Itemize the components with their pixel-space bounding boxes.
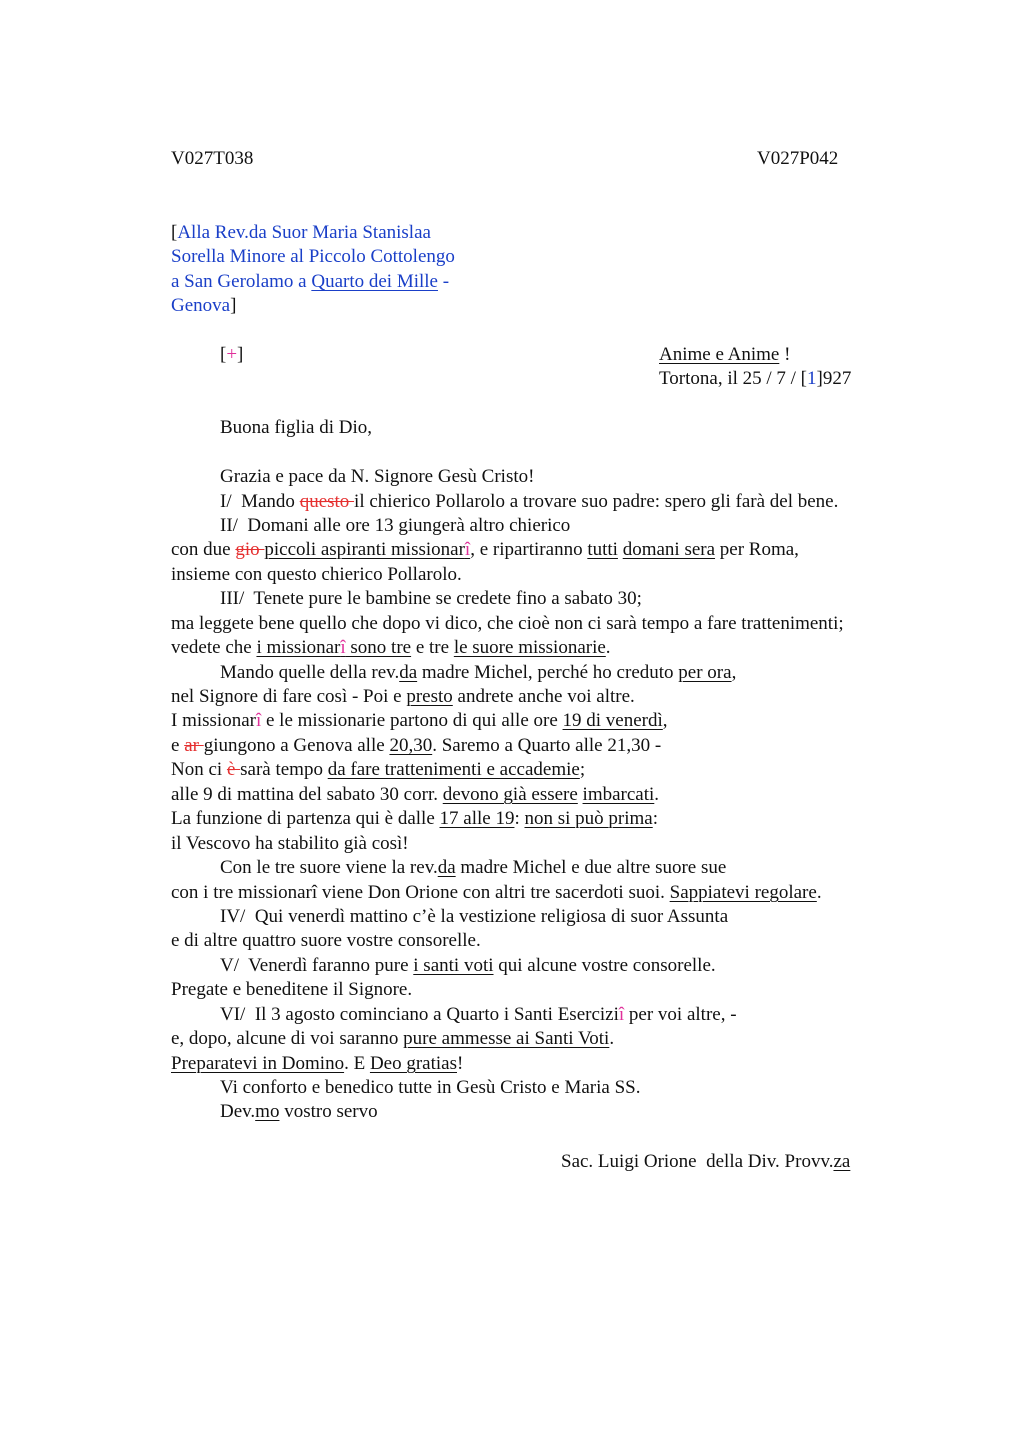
text: il chierico Pollarolo a trovare suo padre: spero gli farà del bene.: [354, 491, 839, 512]
text: e le missionarie partono di qui alle ore: [261, 710, 563, 731]
body-line-1: [220, 490, 838, 514]
cross-icon: +: [226, 344, 238, 365]
text: .: [654, 784, 660, 805]
text: :: [652, 808, 659, 829]
deleted-text: questo: [299, 491, 355, 512]
body-line-15: il Vescovo ha stabilito già così!: [171, 833, 409, 854]
underlined-text: za: [833, 1151, 851, 1172]
text: giungono a Genova alle: [203, 735, 390, 756]
text: VI/ Il 3 agosto cominciano a Quarto i Santi Esercizi: [220, 1004, 619, 1025]
date-text: Tortona, il 25 / 7 / [: [659, 368, 808, 389]
body-line-5: III/ Tenete pure le bambine se credete fino a sabato 30;: [220, 588, 642, 609]
address-line-2: Sorella Minore al Piccolo Cottolengo: [171, 246, 455, 267]
date-year: ]927: [816, 368, 852, 389]
text: i missionar: [256, 637, 341, 658]
text: madre Michel e due altre suore sue: [455, 857, 727, 878]
text: !: [457, 1053, 464, 1074]
address-city: Genova: [171, 295, 231, 316]
text: I missionar: [171, 710, 256, 731]
text: . Saremo a Quarto alle 21,30 -: [432, 735, 662, 756]
body-line-4: insieme con questo chierico Pollarolo.: [171, 564, 462, 585]
text: Mando quelle della rev.: [220, 662, 400, 683]
text: La funzione di partenza qui è dalle: [171, 808, 440, 829]
underlined-text: pure ammesse ai Santi Voti: [403, 1028, 610, 1049]
bracket-open: [: [220, 344, 227, 365]
text: e tre: [411, 637, 454, 658]
text: V/ Venerdì faranno pure: [220, 955, 414, 976]
cross-mark: [220, 343, 243, 367]
deleted-text: è: [226, 759, 241, 780]
text: Con le tre suore viene la rev.: [220, 857, 438, 878]
bracket-close: ]: [237, 344, 244, 365]
underlined-text: 19 di venerdì: [562, 710, 663, 731]
text: e, dopo, alcune di voi saranno: [171, 1028, 404, 1049]
body-line-11: [171, 734, 661, 758]
underlined-text: [264, 539, 470, 560]
body-line-13: [171, 783, 659, 807]
underlined-text: per ora: [678, 662, 732, 683]
underlined-text: le suore missionarie: [453, 637, 606, 658]
body-line-8: [220, 661, 736, 685]
body-line-20: [220, 954, 716, 978]
text: Non ci: [171, 759, 227, 780]
address-line-3: [171, 270, 449, 294]
text: alle 9 di mattina del sabato 30 corr.: [171, 784, 443, 805]
deleted-text: gio: [235, 539, 265, 560]
body-line-3: [171, 538, 799, 562]
underlined-text: presto: [406, 686, 453, 707]
address-line-4: [171, 294, 236, 318]
text: .: [816, 882, 822, 903]
text: sono tre: [345, 637, 412, 658]
body-line-14: [171, 807, 658, 831]
text: con i tre missionarî viene Don Orione con altri tre sacerdoti suoi.: [171, 882, 670, 903]
underlined-text: da fare trattenimenti e accademie: [327, 759, 580, 780]
address-place: Quarto dei Mille: [311, 271, 438, 292]
text: vedete che: [171, 637, 257, 658]
signature: [561, 1150, 850, 1174]
text: vostro servo: [279, 1101, 378, 1122]
text: per Roma,: [715, 539, 799, 560]
text: piccoli aspiranti missionar: [264, 539, 465, 560]
body-line-16: [220, 856, 726, 880]
salutation: Buona figlia di Dio,: [220, 417, 372, 438]
text: :: [514, 808, 525, 829]
underlined-text: da: [437, 857, 456, 878]
body-line-17: [171, 881, 822, 905]
text: .: [605, 637, 611, 658]
address-text: a San Gerolamo a: [171, 271, 312, 292]
circumflex-mark: î: [618, 1004, 625, 1025]
circumflex-mark: î: [464, 539, 471, 560]
underlined-text: mo: [255, 1101, 280, 1122]
deleted-text: ar: [184, 735, 204, 756]
text: nel Signore di fare così - Poi e: [171, 686, 407, 707]
text: e: [171, 735, 185, 756]
text: , e ripartiranno: [470, 539, 588, 560]
underlined-text: Deo gratias: [369, 1053, 457, 1074]
body-line-21: Pregate e beneditene il Signore.: [171, 979, 413, 1000]
text: madre Michel, perché ho creduto: [417, 662, 679, 683]
text: ;: [579, 759, 586, 780]
text: .: [609, 1028, 615, 1049]
circumflex-mark: î: [340, 637, 346, 658]
text: ,: [662, 710, 668, 731]
underlined-text: Preparatevi in Domino: [171, 1053, 345, 1074]
underlined-text: imbarcati: [582, 784, 655, 805]
date-line: [659, 367, 851, 391]
address-recipient: Alla Rev.da Suor Maria Stanislaa: [177, 222, 431, 243]
closing: [220, 1100, 378, 1124]
bracket-close: ]: [230, 295, 237, 316]
circumflex-mark: î: [255, 710, 262, 731]
greeting: Grazia e pace da N. Signore Gesù Cristo!: [220, 466, 535, 487]
text: con due: [171, 539, 236, 560]
address-dash: -: [437, 271, 450, 292]
body-line-9: [171, 685, 635, 709]
body-line-23: [171, 1027, 614, 1051]
motto: [659, 343, 790, 367]
underlined-text: 20,30: [389, 735, 433, 756]
body-line-10: [171, 709, 668, 733]
motto-text: Anime e Anime: [659, 344, 780, 365]
text: Sac. Luigi Orione della Div. Provv.: [561, 1151, 834, 1172]
text: Dev.: [220, 1101, 256, 1122]
document-code-left: V027T038: [171, 148, 254, 169]
motto-bang: !: [779, 344, 791, 365]
body-line-6: ma leggete bene quello che dopo vi dico, che cioè non ci sarà tempo a fare trattenimenti;: [171, 613, 844, 634]
body-line-12: [171, 758, 585, 782]
text: andrete anche voi altre.: [452, 686, 635, 707]
document-code-right: V027P042: [757, 148, 839, 169]
text: I/ Mando: [220, 491, 300, 512]
text: qui alcune vostre consorelle.: [493, 955, 716, 976]
underlined-text: non si può prima: [524, 808, 653, 829]
underlined-text: da: [399, 662, 418, 683]
text: . E: [344, 1053, 370, 1074]
body-line-18: IV/ Qui venerdì mattino c’è la vestizione religiosa di suor Assunta: [220, 906, 729, 927]
body-line-25: Vi conforto e benedico tutte in Gesù Cristo e Maria SS.: [220, 1077, 641, 1098]
date-insert: 1: [807, 368, 817, 389]
underlined-text: i santi voti: [413, 955, 494, 976]
underlined-text: Sappiatevi regolare: [669, 882, 817, 903]
body-line-22: [220, 1003, 737, 1027]
body-line-24: [171, 1052, 463, 1076]
underlined-text: tutti: [587, 539, 618, 560]
body-line-2: II/ Domani alle ore 13 giungerà altro chierico: [220, 515, 571, 536]
text: per voi altre, -: [624, 1004, 737, 1025]
underlined-text: [256, 637, 411, 658]
underlined-text: domani sera: [622, 539, 716, 560]
body-line-19: e di altre quattro suore vostre consorelle.: [171, 930, 481, 951]
body-line-7: [171, 636, 611, 660]
underlined-text: devono già essere: [442, 784, 578, 805]
text: ,: [731, 662, 737, 683]
underlined-text: 17 alle 19: [439, 808, 515, 829]
text: sarà tempo: [240, 759, 328, 780]
bracket-open: [: [171, 222, 178, 243]
address-line-1: [171, 221, 431, 245]
